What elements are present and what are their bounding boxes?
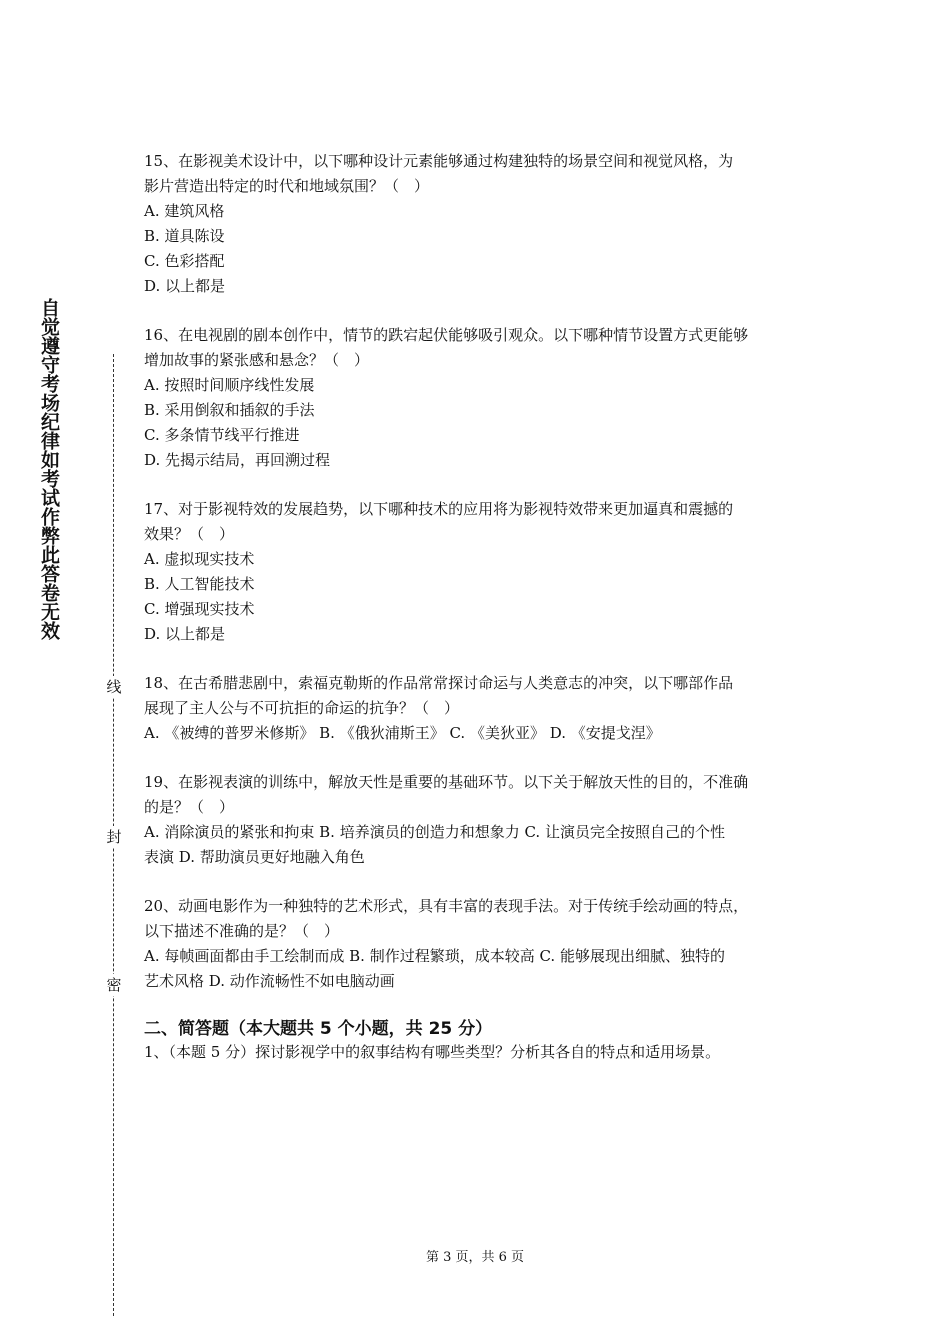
short-answer-question-1: 1、（本题 5 分）探讨影视学中的叙事结构有哪些类型？分析其各自的特点和适用场景。 [144, 1043, 721, 1061]
question-19 [144, 770, 812, 870]
question-stem: 17、对于影视特效的发展趋势，以下哪种技术的应用将为影视特效带来更加逼真和震撼的 [144, 500, 734, 518]
option-a: A. 建筑风格 [144, 202, 225, 220]
options-inline: A. 消除演员的紧张和拘束 B. 培养演员的创造力和想象力 C. 让演员完全按照自己的个性 [144, 823, 725, 841]
cut-label-mi: 密 [104, 974, 124, 996]
option-b: B. 人工智能技术 [144, 575, 255, 593]
option-c: C. 色彩搭配 [144, 252, 225, 270]
question-16 [144, 323, 812, 473]
question-18 [144, 671, 812, 746]
question-17 [144, 497, 812, 647]
question-20 [144, 894, 812, 994]
question-stem: 展现了主人公与不可抗拒的命运的抗争？（ ） [144, 699, 460, 717]
question-stem: 16、在电视剧的剧本创作中，情节的跌宕起伏能够吸引观众。以下哪种情节设置方式更能够 [144, 326, 749, 344]
question-stem: 18、在古希腊悲剧中，索福克勒斯的作品常常探讨命运与人类意志的冲突，以下哪部作品 [144, 674, 734, 692]
question-stem: 15、在影视美术设计中，以下哪种设计元素能够通过构建独特的场景空间和视觉风格，为 [144, 152, 734, 170]
options-inline: 艺术风格 D. 动作流畅性不如电脑动画 [144, 972, 395, 990]
options-inline: A. 每帧画面都由手工绘制而成 B. 制作过程繁琐，成本较高 C. 能够展现出细腻、独特的 [144, 947, 725, 965]
question-15 [144, 149, 812, 299]
option-c: C. 多条情节线平行推进 [144, 426, 300, 444]
page-footer: 第 3 页，共 6 页 [425, 1250, 525, 1265]
question-stem: 19、在影视表演的训练中，解放天性是重要的基础环节。以下关于解放天性的目的，不准确 [144, 773, 749, 791]
question-stem: 效果？（ ） [144, 525, 235, 543]
question-stem: 的是？（ ） [144, 798, 235, 816]
question-stem: 20、动画电影作为一种独特的艺术形式，具有丰富的表现手法。对于传统手绘动画的特点， [144, 897, 749, 915]
cut-label-xian: 线 [104, 676, 124, 698]
exam-content [144, 149, 812, 1065]
option-d: D. 先揭示结局，再回溯过程 [144, 451, 331, 469]
option-b: B. 道具陈设 [144, 227, 225, 245]
options-inline: 表演 D. 帮助演员更好地融入角色 [144, 848, 365, 866]
option-d: D. 以上都是 [144, 625, 226, 643]
question-stem: 增加故事的紧张感和悬念？（ ） [144, 351, 370, 369]
section-heading: 二、简答题（本大题共 5 个小题，共 25 分） [144, 1019, 493, 1039]
exam-discipline-notice: 自觉遵守考场纪律如考试作弊此答卷无效 [38, 298, 60, 640]
option-b: B. 采用倒叙和插叙的手法 [144, 401, 315, 419]
option-d: D. 以上都是 [144, 277, 226, 295]
options-inline: A. 《被缚的普罗米修斯》 B. 《俄狄浦斯王》 C. 《美狄亚》 D. 《安提戈涅》 [144, 724, 661, 742]
option-c: C. 增强现实技术 [144, 600, 255, 618]
option-a: A. 虚拟现实技术 [144, 550, 255, 568]
cut-label-feng: 封 [104, 826, 124, 848]
question-stem: 影片营造出特定的时代和地域氛围？（ ） [144, 177, 430, 195]
option-a: A. 按照时间顺序线性发展 [144, 376, 315, 394]
question-stem: 以下描述不准确的是？（ ） [144, 922, 340, 940]
